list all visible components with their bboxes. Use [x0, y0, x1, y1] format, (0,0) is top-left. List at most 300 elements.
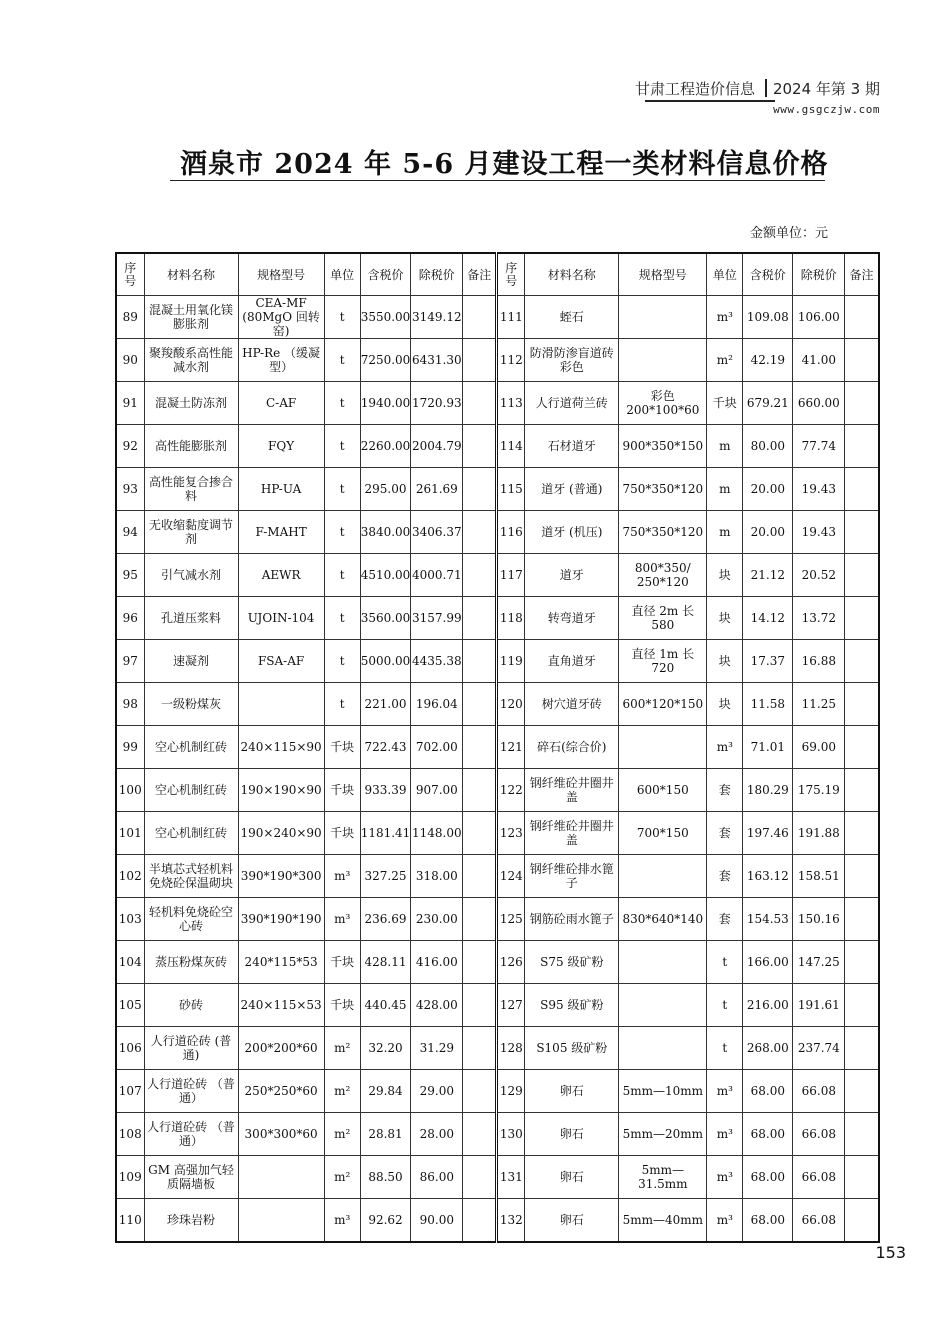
table-row	[116, 339, 879, 382]
col-header-unit: 单位	[324, 253, 360, 296]
col-header-spec: 规格型号	[619, 253, 707, 296]
cell-tax-price: 295.00	[360, 468, 411, 511]
cell-material-name: 道牙 (普通)	[525, 468, 619, 511]
cell-tax-price: 2260.00	[360, 425, 411, 468]
cell-note	[463, 1027, 497, 1070]
cell-unit: m³	[324, 898, 360, 941]
cell-note	[845, 425, 879, 468]
cell-tax-price: 29.84	[360, 1070, 411, 1113]
cell-spec: FSA-AF	[238, 640, 324, 683]
col-header-notax-price: 除税价	[411, 253, 463, 296]
cell-unit: 块	[707, 554, 743, 597]
cell-unit: t	[324, 468, 360, 511]
cell-unit: m²	[324, 1027, 360, 1070]
cell-unit: t	[324, 339, 360, 382]
cell-notax-price: 230.00	[411, 898, 463, 941]
cell-notax-price: 20.52	[793, 554, 845, 597]
cell-spec: 200*200*60	[238, 1027, 324, 1070]
cell-spec: 190×190×90	[238, 769, 324, 812]
cell-tax-price: 68.00	[743, 1113, 793, 1156]
cell-note	[845, 296, 879, 339]
cell-no: 93	[116, 468, 144, 511]
journal-url: www.gsgczjw.com	[773, 103, 880, 116]
cell-material-name: 蛭石	[525, 296, 619, 339]
cell-notax-price: 16.88	[793, 640, 845, 683]
col-header-name: 材料名称	[525, 253, 619, 296]
cell-material-name: 石材道牙	[525, 425, 619, 468]
cell-notax-price: 66.08	[793, 1070, 845, 1113]
cell-material-name: 人行道荷兰砖	[525, 382, 619, 425]
cell-spec	[238, 1156, 324, 1199]
cell-note	[463, 468, 497, 511]
cell-no: 121	[497, 726, 525, 769]
title-underline	[170, 180, 825, 181]
cell-no: 113	[497, 382, 525, 425]
cell-note	[845, 812, 879, 855]
cell-tax-price: 68.00	[743, 1070, 793, 1113]
cell-spec: 600*150	[619, 769, 707, 812]
cell-unit: t	[707, 941, 743, 984]
header-separator	[765, 79, 767, 97]
table-header-row	[116, 253, 879, 296]
cell-tax-price: 11.58	[743, 683, 793, 726]
col-header-no: 序号	[497, 253, 525, 296]
cell-spec: 600*120*150	[619, 683, 707, 726]
cell-no: 130	[497, 1113, 525, 1156]
cell-note	[845, 769, 879, 812]
table-row	[116, 683, 879, 726]
cell-spec: UJOIN-104	[238, 597, 324, 640]
cell-unit: 块	[707, 640, 743, 683]
cell-spec: 900*350*150	[619, 425, 707, 468]
cell-spec: 750*350*120	[619, 468, 707, 511]
cell-no: 131	[497, 1156, 525, 1199]
cell-note	[463, 1113, 497, 1156]
table-row	[116, 1070, 879, 1113]
cell-note	[845, 468, 879, 511]
cell-note	[463, 1156, 497, 1199]
cell-note	[845, 597, 879, 640]
table-row	[116, 1113, 879, 1156]
cell-material-name: GM 高强加气轻质隔墙板	[144, 1156, 238, 1199]
cell-notax-price: 3406.37	[411, 511, 463, 554]
cell-note	[463, 640, 497, 683]
cell-unit: 块	[707, 597, 743, 640]
cell-notax-price: 69.00	[793, 726, 845, 769]
cell-no: 101	[116, 812, 144, 855]
cell-tax-price: 722.43	[360, 726, 411, 769]
cell-no: 125	[497, 898, 525, 941]
cell-material-name: 卵石	[525, 1070, 619, 1113]
cell-material-name: 钢纤维砼井圈井盖	[525, 812, 619, 855]
cell-notax-price: 1720.93	[411, 382, 463, 425]
cell-note	[463, 941, 497, 984]
cell-notax-price: 2004.79	[411, 425, 463, 468]
cell-no: 110	[116, 1199, 144, 1243]
cell-material-name: 一级粉煤灰	[144, 683, 238, 726]
table-row	[116, 296, 879, 339]
cell-note	[845, 941, 879, 984]
cell-unit: m	[707, 425, 743, 468]
cell-tax-price: 92.62	[360, 1199, 411, 1243]
cell-spec: F-MAHT	[238, 511, 324, 554]
cell-unit: t	[324, 597, 360, 640]
cell-tax-price: 80.00	[743, 425, 793, 468]
cell-tax-price: 3550.00	[360, 296, 411, 339]
cell-material-name: 卵石	[525, 1156, 619, 1199]
cell-spec: 直径 1m 长 720	[619, 640, 707, 683]
cell-notax-price: 660.00	[793, 382, 845, 425]
cell-notax-price: 147.25	[793, 941, 845, 984]
cell-tax-price: 679.21	[743, 382, 793, 425]
cell-note	[845, 1199, 879, 1243]
cell-material-name: 道牙	[525, 554, 619, 597]
cell-note	[845, 511, 879, 554]
cell-material-name: 高性能膨胀剂	[144, 425, 238, 468]
cell-tax-price: 216.00	[743, 984, 793, 1027]
cell-tax-price: 17.37	[743, 640, 793, 683]
cell-notax-price: 261.69	[411, 468, 463, 511]
cell-note	[463, 339, 497, 382]
cell-material-name: 聚羧酸系高性能减水剂	[144, 339, 238, 382]
cell-spec: 5mm—10mm	[619, 1070, 707, 1113]
cell-tax-price: 327.25	[360, 855, 411, 898]
cell-unit: 套	[707, 769, 743, 812]
cell-unit: 套	[707, 855, 743, 898]
cell-tax-price: 4510.00	[360, 554, 411, 597]
table-row	[116, 1156, 879, 1199]
cell-note	[463, 1070, 497, 1113]
cell-notax-price: 6431.30	[411, 339, 463, 382]
col-header-spec: 规格型号	[238, 253, 324, 296]
cell-note	[463, 425, 497, 468]
cell-notax-price: 175.19	[793, 769, 845, 812]
cell-tax-price: 109.08	[743, 296, 793, 339]
cell-spec: 800*350/ 250*120	[619, 554, 707, 597]
cell-no: 98	[116, 683, 144, 726]
cell-no: 95	[116, 554, 144, 597]
table-row	[116, 597, 879, 640]
page-title: 酒泉市 2024 年 5-6 月建设工程一类材料信息价格	[180, 149, 829, 180]
cell-material-name: 孔道压浆料	[144, 597, 238, 640]
col-header-note: 备注	[463, 253, 497, 296]
cell-notax-price: 907.00	[411, 769, 463, 812]
cell-unit: m²	[324, 1156, 360, 1199]
cell-material-name: 道牙 (机压)	[525, 511, 619, 554]
cell-tax-price: 28.81	[360, 1113, 411, 1156]
cell-tax-price: 7250.00	[360, 339, 411, 382]
cell-tax-price: 20.00	[743, 511, 793, 554]
cell-notax-price: 19.43	[793, 468, 845, 511]
cell-tax-price: 440.45	[360, 984, 411, 1027]
col-header-tax-price: 含税价	[743, 253, 793, 296]
table-row	[116, 425, 879, 468]
cell-tax-price: 21.12	[743, 554, 793, 597]
cell-unit: 套	[707, 898, 743, 941]
cell-material-name: 树穴道牙砖	[525, 683, 619, 726]
cell-spec: 240*115*53	[238, 941, 324, 984]
cell-no: 111	[497, 296, 525, 339]
cell-notax-price: 1148.00	[411, 812, 463, 855]
table-row	[116, 855, 879, 898]
table-row	[116, 640, 879, 683]
cell-notax-price: 28.00	[411, 1113, 463, 1156]
cell-no: 122	[497, 769, 525, 812]
cell-spec: 300*300*60	[238, 1113, 324, 1156]
cell-no: 94	[116, 511, 144, 554]
cell-tax-price: 154.53	[743, 898, 793, 941]
col-header-name: 材料名称	[144, 253, 238, 296]
unit-note: 金额单位：元	[750, 226, 829, 241]
table-row	[116, 1199, 879, 1243]
cell-notax-price: 158.51	[793, 855, 845, 898]
cell-no: 124	[497, 855, 525, 898]
cell-material-name: 速凝剂	[144, 640, 238, 683]
cell-unit: m²	[324, 1070, 360, 1113]
cell-tax-price: 428.11	[360, 941, 411, 984]
cell-no: 103	[116, 898, 144, 941]
cell-unit: m²	[707, 339, 743, 382]
table-row	[116, 769, 879, 812]
cell-notax-price: 11.25	[793, 683, 845, 726]
cell-no: 108	[116, 1113, 144, 1156]
cell-spec: 5mm—40mm	[619, 1199, 707, 1243]
cell-no: 123	[497, 812, 525, 855]
cell-material-name: 卵石	[525, 1199, 619, 1243]
cell-tax-price: 166.00	[743, 941, 793, 984]
col-header-unit: 单位	[707, 253, 743, 296]
cell-material-name: 无收缩黏度调节剂	[144, 511, 238, 554]
table-row	[116, 554, 879, 597]
cell-material-name: 转弯道牙	[525, 597, 619, 640]
journal-header	[635, 78, 880, 99]
cell-tax-price: 236.69	[360, 898, 411, 941]
cell-spec	[238, 683, 324, 726]
cell-no: 97	[116, 640, 144, 683]
cell-material-name: S75 级矿粉	[525, 941, 619, 984]
cell-note	[463, 898, 497, 941]
cell-notax-price: 29.00	[411, 1070, 463, 1113]
cell-material-name: 直角道牙	[525, 640, 619, 683]
cell-unit: m³	[707, 1070, 743, 1113]
cell-no: 119	[497, 640, 525, 683]
col-header-note: 备注	[845, 253, 879, 296]
cell-no: 90	[116, 339, 144, 382]
cell-notax-price: 4000.71	[411, 554, 463, 597]
cell-material-name: 空心机制红砖	[144, 726, 238, 769]
cell-spec	[619, 941, 707, 984]
cell-material-name: 卵石	[525, 1113, 619, 1156]
cell-material-name: 人行道砼砖 (普通)	[144, 1027, 238, 1070]
cell-notax-price: 150.16	[793, 898, 845, 941]
cell-unit: t	[707, 984, 743, 1027]
cell-material-name: 砂砖	[144, 984, 238, 1027]
cell-tax-price: 1940.00	[360, 382, 411, 425]
cell-note	[845, 898, 879, 941]
cell-no: 106	[116, 1027, 144, 1070]
cell-notax-price: 191.61	[793, 984, 845, 1027]
cell-spec	[619, 1027, 707, 1070]
cell-no: 126	[497, 941, 525, 984]
cell-spec	[238, 1199, 324, 1243]
cell-material-name: S95 级矿粉	[525, 984, 619, 1027]
cell-unit: 千块	[324, 941, 360, 984]
cell-material-name: 防滑防渗盲道砖彩色	[525, 339, 619, 382]
cell-unit: m³	[707, 1113, 743, 1156]
cell-note	[463, 855, 497, 898]
cell-spec: HP-UA	[238, 468, 324, 511]
cell-spec: FQY	[238, 425, 324, 468]
cell-no: 99	[116, 726, 144, 769]
cell-unit: m³	[707, 296, 743, 339]
cell-material-name: 碎石(综合价)	[525, 726, 619, 769]
cell-material-name: 人行道砼砖 （普通）	[144, 1070, 238, 1113]
cell-notax-price: 191.88	[793, 812, 845, 855]
cell-notax-price: 3149.12	[411, 296, 463, 339]
cell-notax-price: 86.00	[411, 1156, 463, 1199]
cell-unit: 块	[707, 683, 743, 726]
cell-note	[463, 812, 497, 855]
cell-spec	[619, 296, 707, 339]
cell-tax-price: 1181.41	[360, 812, 411, 855]
cell-tax-price: 14.12	[743, 597, 793, 640]
cell-unit: 千块	[324, 726, 360, 769]
cell-no: 127	[497, 984, 525, 1027]
cell-material-name: 空心机制红砖	[144, 769, 238, 812]
table-row	[116, 511, 879, 554]
cell-note	[845, 554, 879, 597]
cell-material-name: 钢纤维砼井圈井盖	[525, 769, 619, 812]
cell-unit: m³	[324, 855, 360, 898]
cell-note	[845, 1113, 879, 1156]
cell-notax-price: 702.00	[411, 726, 463, 769]
cell-no: 128	[497, 1027, 525, 1070]
cell-no: 120	[497, 683, 525, 726]
cell-tax-price: 933.39	[360, 769, 411, 812]
cell-notax-price: 428.00	[411, 984, 463, 1027]
cell-spec: 750*350*120	[619, 511, 707, 554]
cell-spec: 直径 2m 长 580	[619, 597, 707, 640]
cell-material-name: 人行道砼砖 （普通）	[144, 1113, 238, 1156]
cell-no: 91	[116, 382, 144, 425]
cell-tax-price: 163.12	[743, 855, 793, 898]
cell-no: 105	[116, 984, 144, 1027]
cell-tax-price: 88.50	[360, 1156, 411, 1199]
cell-tax-price: 71.01	[743, 726, 793, 769]
table-row	[116, 1027, 879, 1070]
cell-spec: 240×115×53	[238, 984, 324, 1027]
cell-no: 102	[116, 855, 144, 898]
cell-spec: 5mm—31.5mm	[619, 1156, 707, 1199]
cell-note	[845, 1070, 879, 1113]
cell-spec: 240×115×90	[238, 726, 324, 769]
cell-unit: t	[324, 683, 360, 726]
cell-tax-price: 180.29	[743, 769, 793, 812]
table-row	[116, 941, 879, 984]
cell-no: 116	[497, 511, 525, 554]
cell-material-name: 混凝土用氧化镁膨胀剂	[144, 296, 238, 339]
cell-tax-price: 3560.00	[360, 597, 411, 640]
cell-unit: m²	[324, 1113, 360, 1156]
cell-spec: 5mm—20mm	[619, 1113, 707, 1156]
cell-material-name: 高性能复合掺合料	[144, 468, 238, 511]
table-body	[116, 296, 879, 1243]
cell-spec: 190×240×90	[238, 812, 324, 855]
cell-spec: 250*250*60	[238, 1070, 324, 1113]
cell-note	[845, 1027, 879, 1070]
cell-spec: 彩色 200*100*60	[619, 382, 707, 425]
cell-note	[463, 1199, 497, 1243]
cell-no: 92	[116, 425, 144, 468]
cell-spec: 700*150	[619, 812, 707, 855]
cell-tax-price: 197.46	[743, 812, 793, 855]
cell-notax-price: 77.74	[793, 425, 845, 468]
cell-spec	[619, 855, 707, 898]
cell-spec: 390*190*300	[238, 855, 324, 898]
journal-issue: 2024 年第 3 期	[772, 80, 880, 98]
cell-unit: t	[324, 382, 360, 425]
table-row	[116, 812, 879, 855]
cell-tax-price: 3840.00	[360, 511, 411, 554]
cell-note	[845, 683, 879, 726]
price-table	[115, 252, 880, 1243]
cell-notax-price: 19.43	[793, 511, 845, 554]
cell-notax-price: 3157.99	[411, 597, 463, 640]
cell-no: 104	[116, 941, 144, 984]
cell-unit: m³	[707, 726, 743, 769]
cell-notax-price: 4435.38	[411, 640, 463, 683]
cell-unit: 千块	[324, 769, 360, 812]
cell-spec: 830*640*140	[619, 898, 707, 941]
cell-tax-price: 42.19	[743, 339, 793, 382]
cell-unit: t	[324, 640, 360, 683]
cell-unit: m³	[707, 1199, 743, 1243]
cell-spec: HP-Re （缓凝型）	[238, 339, 324, 382]
cell-notax-price: 196.04	[411, 683, 463, 726]
col-header-tax-price: 含税价	[360, 253, 411, 296]
cell-note	[463, 726, 497, 769]
cell-no: 118	[497, 597, 525, 640]
cell-note	[845, 640, 879, 683]
cell-tax-price: 221.00	[360, 683, 411, 726]
cell-unit: 千块	[324, 984, 360, 1027]
cell-material-name: 半填芯式轻机料免烧砼保温砌块	[144, 855, 238, 898]
cell-no: 107	[116, 1070, 144, 1113]
cell-unit: 套	[707, 812, 743, 855]
cell-unit: m³	[707, 1156, 743, 1199]
cell-tax-price: 20.00	[743, 468, 793, 511]
cell-no: 96	[116, 597, 144, 640]
cell-note	[463, 597, 497, 640]
cell-spec	[619, 984, 707, 1027]
cell-material-name: 混凝土防冻剂	[144, 382, 238, 425]
cell-note	[463, 382, 497, 425]
cell-no: 89	[116, 296, 144, 339]
cell-spec: C-AF	[238, 382, 324, 425]
cell-note	[463, 511, 497, 554]
cell-material-name: 钢纤维砼排水篦子	[525, 855, 619, 898]
cell-notax-price: 66.08	[793, 1199, 845, 1243]
cell-note	[463, 984, 497, 1027]
cell-no: 117	[497, 554, 525, 597]
cell-no: 112	[497, 339, 525, 382]
cell-note	[463, 683, 497, 726]
cell-tax-price: 68.00	[743, 1156, 793, 1199]
cell-notax-price: 416.00	[411, 941, 463, 984]
cell-no: 114	[497, 425, 525, 468]
col-header-no: 序号	[116, 253, 144, 296]
cell-notax-price: 66.08	[793, 1156, 845, 1199]
